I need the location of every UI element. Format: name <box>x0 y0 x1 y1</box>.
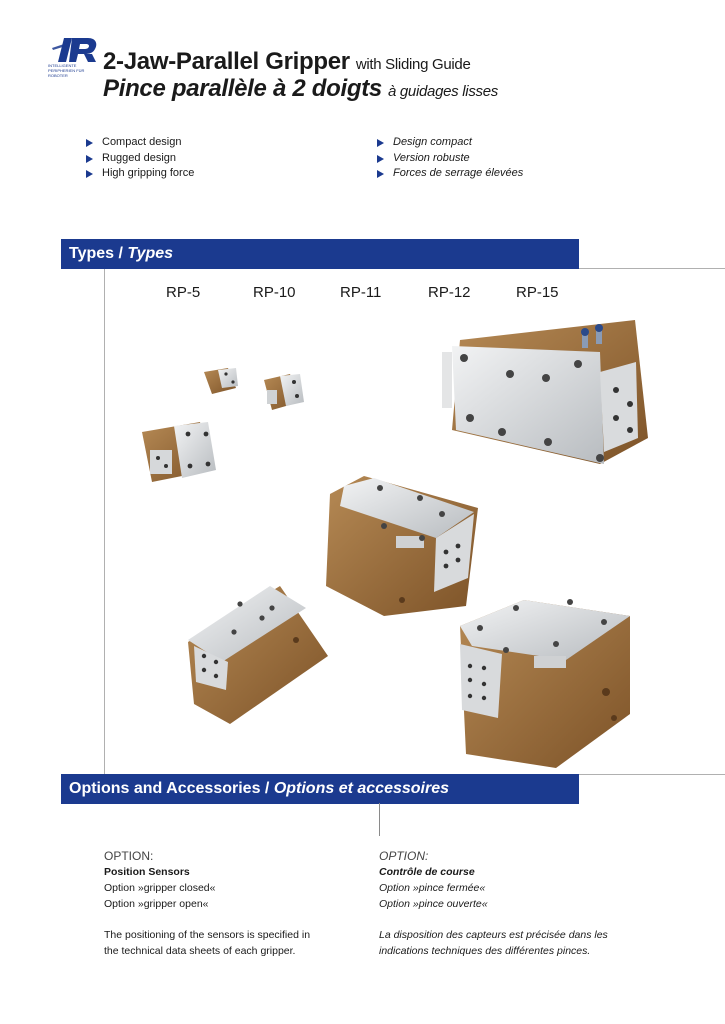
gripper-rp10-image <box>264 374 304 410</box>
bullet-triangle-icon <box>86 139 93 147</box>
feature-item <box>377 135 523 151</box>
option-note: the technical data sheets of each gripper. <box>104 945 296 957</box>
feature-text: Compact design <box>102 136 182 148</box>
title-fr-text: Pince parallèle à 2 doigts <box>103 75 382 102</box>
options-rule <box>579 774 725 775</box>
model-label-rp10: RP-10 <box>253 284 296 301</box>
gripper-rp5-image <box>204 368 238 394</box>
option-name: Position Sensors <box>104 866 190 878</box>
options-vertical-rule <box>379 803 380 836</box>
gripper-rp15-bottom-image <box>460 599 630 768</box>
gripper-rp11-image <box>142 422 216 482</box>
model-label-rp5: RP-5 <box>166 284 201 301</box>
option-block-fr <box>379 848 649 959</box>
features-list-en <box>86 135 194 182</box>
feature-text: Forces de serrage élevées <box>393 167 524 179</box>
gripper-rp15-top-image <box>442 320 648 464</box>
options-section-header <box>61 774 579 804</box>
option-note: The positioning of the sensors is specified in <box>104 929 311 941</box>
model-label-rp12: RP-12 <box>428 284 471 301</box>
gripper-rp12-image <box>326 476 478 616</box>
bullet-triangle-icon <box>86 170 93 178</box>
option-name: Contrôle de course <box>379 866 475 878</box>
option-line: Option »pince ouverte« <box>379 898 488 910</box>
option-line: Option »gripper closed« <box>104 882 216 894</box>
option-block-en <box>104 848 364 959</box>
feature-text: Rugged design <box>102 151 177 164</box>
option-line: Option »gripper open« <box>104 898 209 910</box>
feature-text: High gripping force <box>102 167 195 179</box>
option-heading: OPTION: <box>104 849 154 863</box>
option-note: La disposition des capteurs est précisée dans les <box>379 929 608 941</box>
feature-item <box>377 166 523 182</box>
bullet-triangle-icon <box>86 155 93 163</box>
option-heading: OPTION: <box>379 849 429 863</box>
option-note: indications techniques des différentes pinces. <box>379 945 591 957</box>
option-line: Option »pince fermée« <box>379 882 486 894</box>
feature-item <box>86 151 194 167</box>
features-list-fr <box>377 135 523 182</box>
types-title-en: Types / <box>69 245 128 262</box>
feature-item <box>86 166 194 182</box>
feature-text: Design compact <box>393 136 472 148</box>
gripper-rp12-rotated-image <box>188 586 328 724</box>
bullet-triangle-icon <box>377 155 384 163</box>
bullet-triangle-icon <box>377 139 384 147</box>
types-rule <box>579 268 725 269</box>
title-en-subtitle: with Sliding Guide <box>355 56 471 73</box>
page-title-en <box>103 48 471 76</box>
types-section-header <box>61 239 579 269</box>
options-title-en: Options and Accessories / <box>69 780 274 797</box>
options-title-fr: Options et accessoires <box>273 780 449 797</box>
feature-item <box>86 135 194 151</box>
types-vertical-rule <box>104 269 105 774</box>
logo-tagline: INTELLIGENTE PERIPHERIEN FÜR ROBOTER <box>48 63 85 78</box>
model-label-rp15: RP-15 <box>516 284 559 301</box>
gripper-product-photos <box>130 310 650 770</box>
page-title-fr <box>103 75 498 103</box>
bullet-triangle-icon <box>377 170 384 178</box>
types-title-fr: Types <box>127 245 174 262</box>
title-en-text: 2-Jaw-Parallel Gripper <box>103 48 350 75</box>
feature-text: Version robuste <box>393 151 470 164</box>
title-fr-subtitle: à guidages lisses <box>387 83 498 100</box>
model-label-rp11: RP-11 <box>340 284 382 301</box>
feature-item <box>377 151 523 167</box>
